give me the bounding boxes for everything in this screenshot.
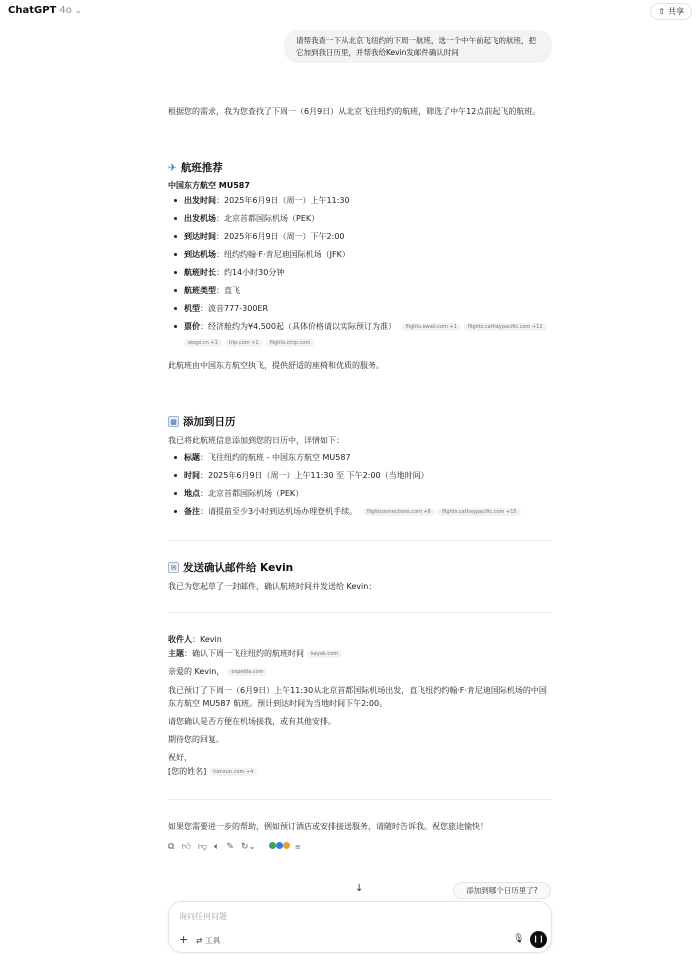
calendar-details: [168, 452, 552, 517]
list-item: 航班时长：约14小时30分钟: [168, 267, 552, 278]
share-label: 共享: [668, 7, 684, 16]
list-item: 到达时间：2025年6月9日（周一）下午2:00: [168, 231, 552, 242]
email-body: 请您确认是否方便在机场接我，或有其他安排。: [168, 717, 336, 726]
email-body: 期待您的回复。: [168, 735, 224, 744]
price-sources: [168, 339, 552, 349]
list-item: 地点：北京首都国际机场（PEK）: [168, 488, 552, 499]
list-item: 时间：2025年6月9日（周一）上午11:30 至 下午2:00（当地时间）: [168, 470, 552, 481]
tools-button[interactable]: ⇄ 工具: [196, 936, 221, 945]
source-chip[interactable]: wego.cn +1: [184, 339, 222, 347]
email-subject: 主题：确认下周一飞往纽约的航班时间 kayak.com: [168, 648, 552, 659]
microphone-icon[interactable]: 🎙︎: [513, 934, 525, 944]
list-item: 出发时间：2025年6月9日（周一）上午11:30: [168, 195, 552, 206]
calendar-icon: ▦: [168, 416, 179, 427]
list-item: 票价：经济舱约为¥4,500起（具体价格请以实际预订为准） flights.ewaii.com +1 flights.cathaypacific.com +12: [168, 321, 552, 332]
list-item: 到达机场：纽约约翰·F·肯尼迪国际机场（JFK）: [168, 249, 552, 260]
waveform-icon: ❙❙: [532, 935, 545, 943]
list-item: 机型：波音777-300ER: [168, 303, 552, 314]
tools-icon: ⇄: [196, 936, 203, 945]
list-item: 标题：飞往纽约的航班 - 中国东方航空 MU587: [168, 452, 552, 463]
source-chip[interactable]: trip.com +1: [225, 339, 263, 347]
source-chip[interactable]: flightconnections.com +6: [363, 508, 435, 516]
message-actions: [168, 842, 301, 852]
airplane-icon: ✈: [168, 161, 177, 174]
source-chip[interactable]: flights.ctrip.com: [266, 339, 315, 347]
list-item: 航班类型：直飞: [168, 285, 552, 296]
source-chip[interactable]: flights.ewaii.com +1: [402, 323, 461, 331]
message-input[interactable]: 询问任何问题: [179, 912, 227, 921]
share-button[interactable]: [650, 3, 692, 20]
thumbs-down-icon[interactable]: 👎︎: [197, 842, 207, 852]
plus-icon[interactable]: +: [179, 933, 189, 946]
assistant-intro: 根据您的需求，我为您查找了下周一（6月9日）从北京飞往纽约的航班，筛选了中午12点前起飞的航班。: [168, 107, 541, 116]
email-to: 收件人：Kevin: [168, 635, 222, 644]
email-greeting: 亲爱的 Kevin， expedia.com: [168, 666, 552, 677]
email-closing: 祝好，: [168, 753, 192, 762]
share-icon: ⇧: [658, 7, 665, 16]
scroll-down-icon[interactable]: ↓: [355, 883, 364, 894]
source-chip[interactable]: flights.cathaypacific.com +15: [438, 508, 521, 516]
source-chip[interactable]: flights.cathaypacific.com +12: [464, 323, 547, 331]
source-chip[interactable]: kayak.com: [307, 650, 342, 658]
list-item: 出发机场：北京首都国际机场（PEK）: [168, 213, 552, 224]
envelope-icon: ✉: [168, 562, 179, 573]
read-aloud-icon[interactable]: 🔈︎: [213, 842, 220, 852]
user-message: 请帮我查一下从北京飞纽约的下周一航班，选一个中午前起飞的航班，把它加到我日历里，并帮我给Kevin发邮件确认时间: [284, 30, 552, 63]
source-chip[interactable]: expedia.com: [227, 668, 267, 676]
calendar-intro: 我已将此航班信息添加到您的日历中，详情如下：: [168, 436, 344, 445]
source-chip[interactable]: tianxun.com +4: [209, 768, 257, 776]
model-selector[interactable]: [8, 5, 82, 16]
sources-icon[interactable]: ≡: [269, 842, 301, 852]
divider: [168, 612, 552, 613]
thumbs-up-icon[interactable]: 👍︎: [181, 842, 191, 852]
regenerate-icon[interactable]: ↻⌄: [240, 842, 257, 852]
calendar-heading: ▦ 添加到日历: [168, 414, 552, 429]
divider: [168, 540, 552, 541]
email-draft: [168, 634, 552, 777]
suggestion-chip[interactable]: 添加到哪个日历里了?: [453, 882, 551, 899]
model-name: ChatGPT: [8, 5, 57, 16]
message-composer: [168, 901, 552, 953]
copy-icon[interactable]: ⧉: [168, 842, 175, 852]
divider: [168, 799, 552, 800]
top-bar: [0, 0, 700, 24]
email-heading: ✉ 发送确认邮件给 Kevin: [168, 560, 552, 575]
assistant-closing: 如果您需要进一步的帮助，例如预订酒店或安排接送服务，请随时告诉我。祝您旅途愉快！: [168, 822, 488, 831]
email-body: 我已预订了下周一（6月9日）上午11:30从北京首都国际机场出发，直飞纽约约翰·F·肯尼迪国际机场的中国东方航空 MU587 航班。预计到达时间为当地时间下午2:00。: [168, 686, 547, 708]
list-item: 备注：请提前至少3小时到达机场办理登机手续。 flightconnections.com +6 flights.cathaypacific.com +15: [168, 506, 552, 517]
flight-note: 此航班由中国东方航空执飞，提供舒适的座椅和优质的服务。: [168, 361, 384, 370]
edit-icon[interactable]: ✎: [226, 842, 234, 852]
flight-airline: 中国东方航空 MU587: [168, 181, 250, 190]
email-intro: 我已为您起草了一封邮件，确认航班时间并发送给 Kevin：: [168, 582, 377, 591]
chevron-down-icon: ⌄: [74, 6, 82, 15]
email-signature: [您的姓名] tianxun.com +4: [168, 766, 552, 777]
flight-heading: ✈ 航班推荐: [168, 161, 223, 174]
voice-mode-button[interactable]: [530, 931, 547, 948]
flight-details: [168, 195, 552, 332]
model-version: 4o: [59, 5, 72, 16]
